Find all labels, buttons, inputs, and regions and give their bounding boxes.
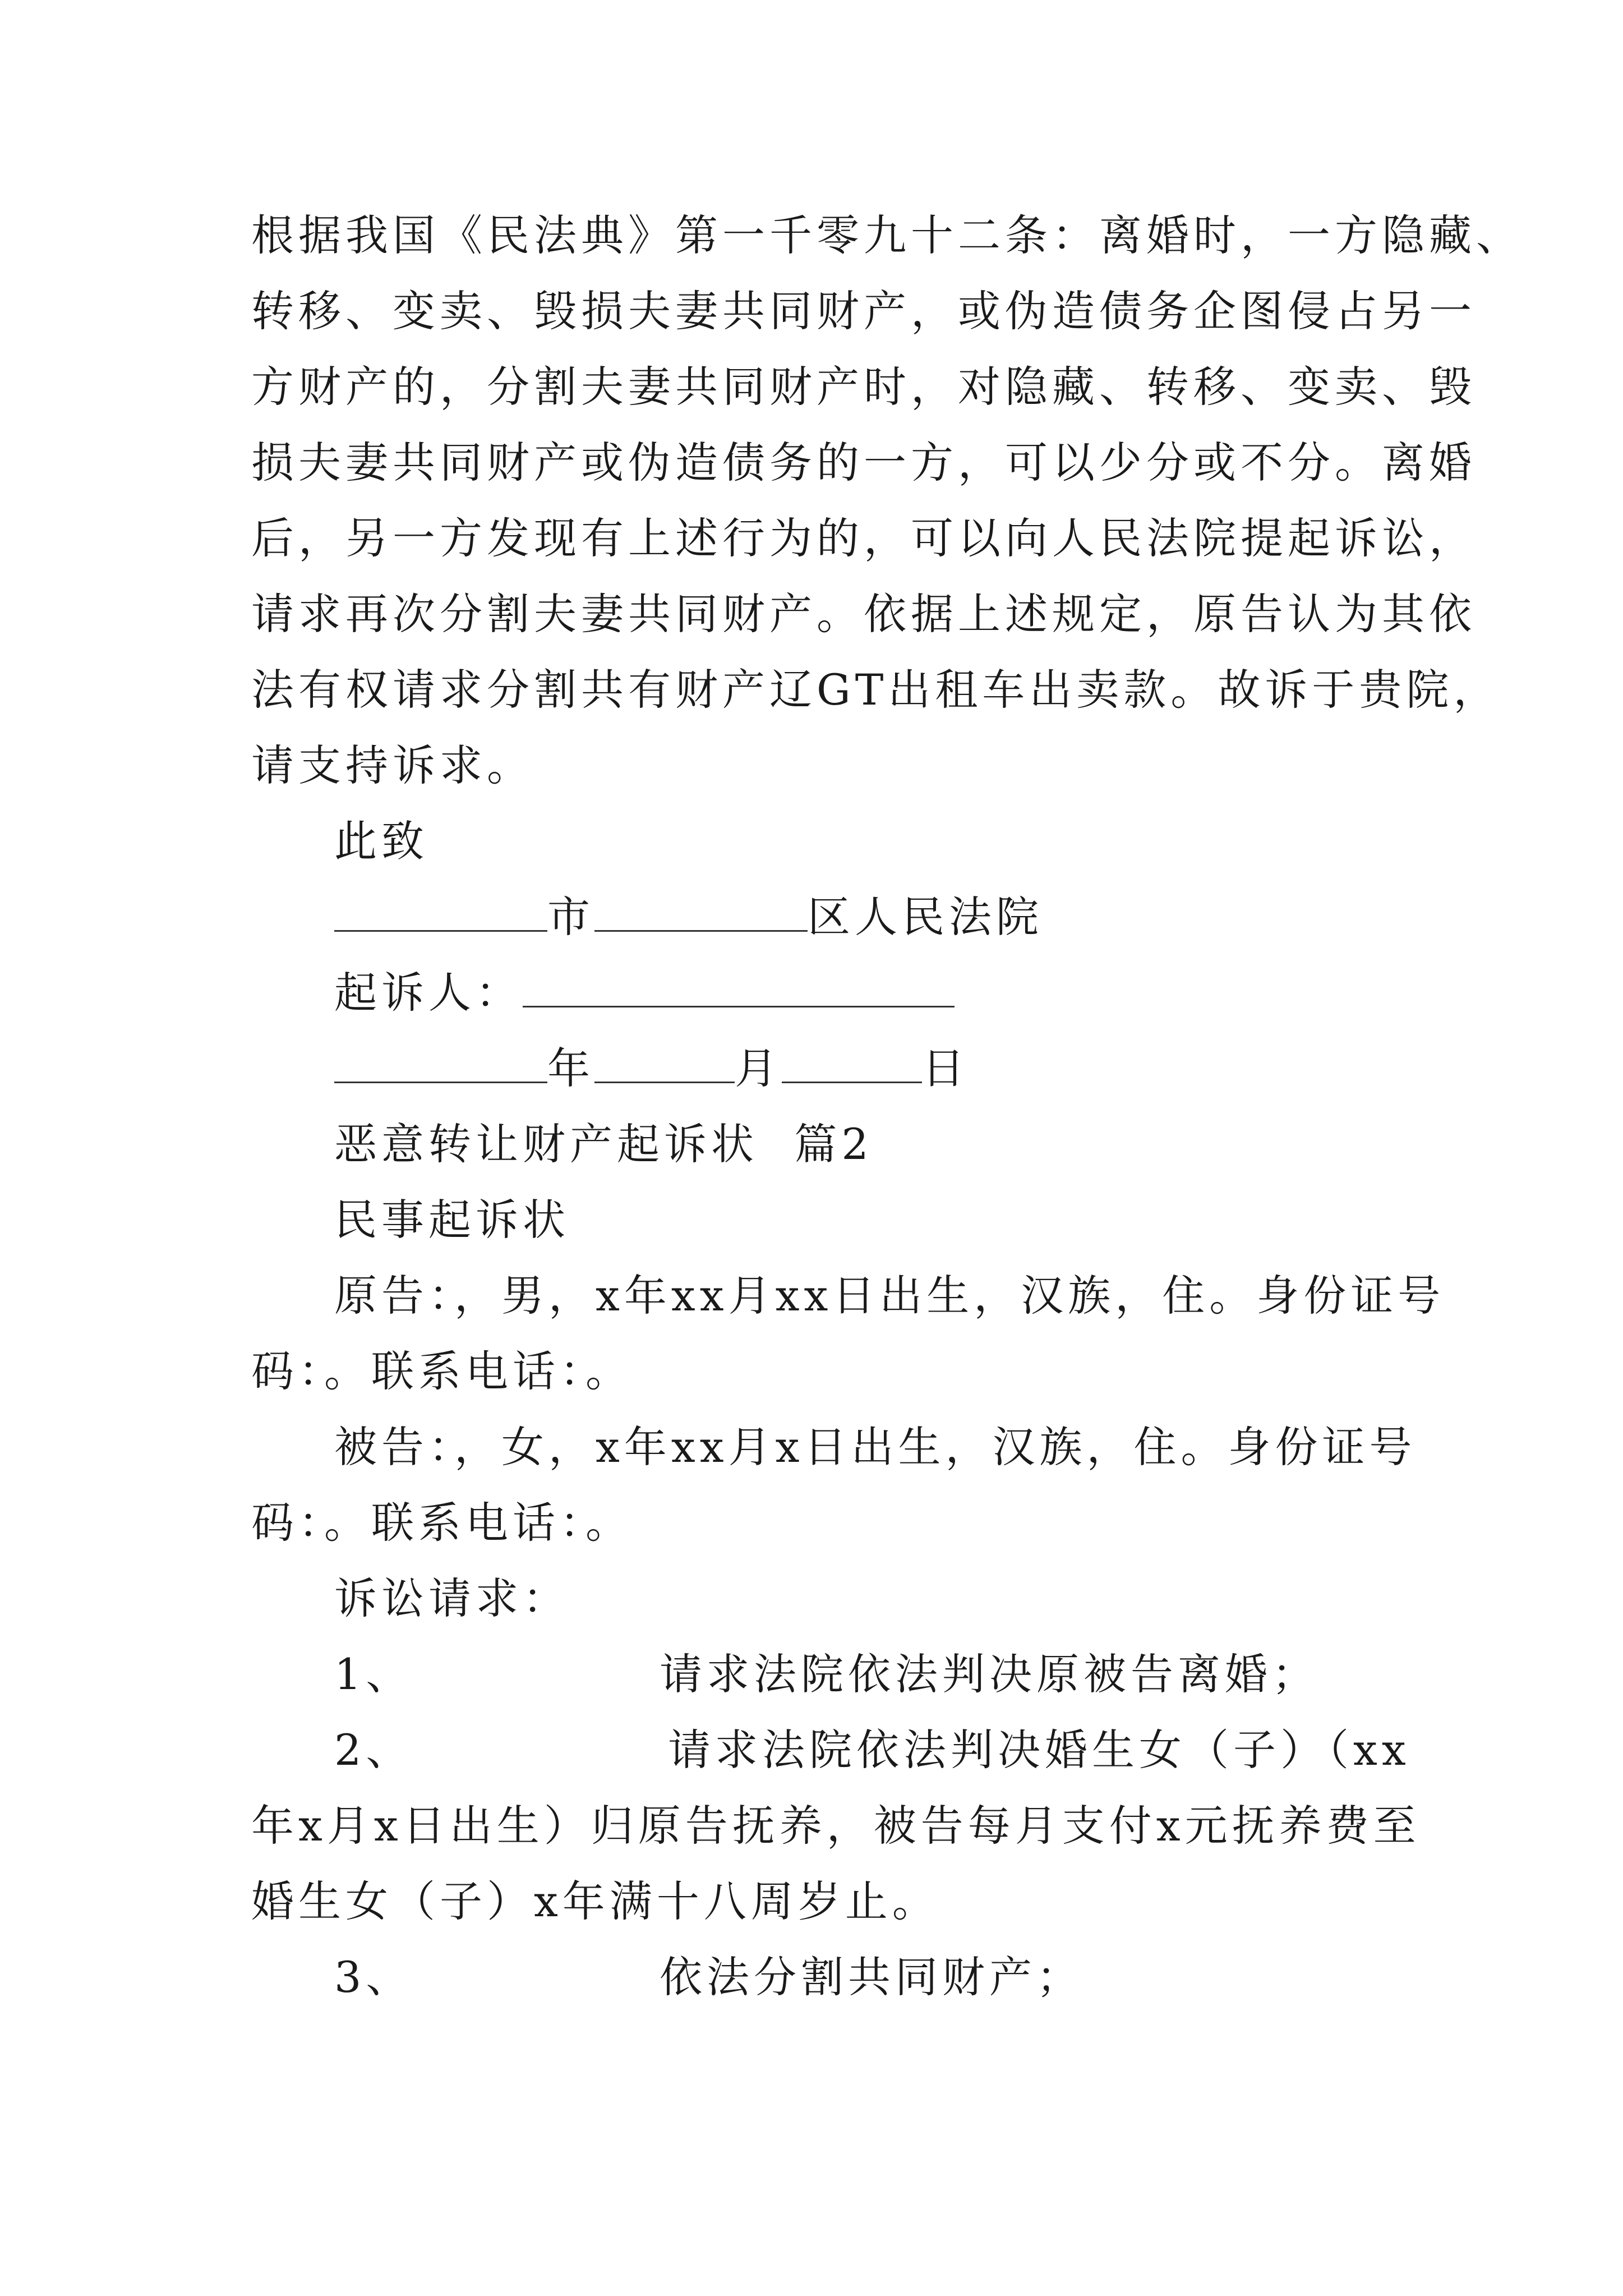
salutation: 此致: [334, 816, 428, 866]
defendant-info-line-2: 码：。联系电话：。: [251, 1498, 633, 1548]
intro-line-7: 法有权请求分割共有财产辽GT出租车出卖款。故诉于贵院，: [251, 665, 1501, 715]
doc-title: 民事起诉状: [334, 1195, 570, 1245]
intro-line-8: 请支持诉求。: [251, 740, 534, 790]
court-line: [334, 889, 1043, 945]
intro-line-2: 转移、变卖、毁损夫妻共同财产，或伪造债务企图侵占另一: [251, 286, 1476, 336]
claim-2: [334, 1722, 1410, 1778]
district-blank: [594, 891, 808, 932]
city-blank: [334, 891, 547, 932]
claim-2-continuation-2: 婚生女（子）x年满十八周岁止。: [251, 1876, 939, 1926]
claims-label: 诉讼请求：: [334, 1573, 570, 1623]
plaintiff-signature-line: [334, 965, 955, 1021]
year-blank: [334, 1042, 547, 1083]
intro-line-1: 根据我国《民法典》第一千零九十二条：离婚时，一方隐藏、: [251, 210, 1523, 260]
section-heading: 恶意转让财产起诉状 篇2: [334, 1119, 873, 1169]
city-label: 市: [547, 892, 594, 942]
intro-line-3: 方财产的，分割夫妻共同财产时，对隐藏、转移、变卖、毁: [251, 362, 1476, 412]
claim-3: [334, 1949, 1083, 2005]
claim-2-number: 2、: [334, 1725, 413, 1775]
claim-2-continuation-1: 年x月x日出生）归原告抚养，被告每月支付x元抚养费至: [251, 1801, 1421, 1851]
court-label: 区人民法院: [808, 892, 1043, 942]
claim-3-text: 依法分割共同财产；: [660, 1952, 1083, 2002]
claim-1: [334, 1646, 1319, 1703]
plaintiff-blank: [523, 967, 955, 1007]
claim-1-text: 请求法院依法判决原被告离婚；: [660, 1649, 1319, 1699]
plaintiff-label: 起诉人：: [334, 968, 523, 1018]
month-blank: [594, 1042, 735, 1083]
claim-3-number: 3、: [334, 1952, 413, 2002]
day-label: 日: [922, 1043, 969, 1093]
intro-line-4: 损夫妻共同财产或伪造债务的一方，可以少分或不分。离婚: [251, 438, 1476, 487]
year-label: 年: [547, 1043, 594, 1093]
claim-2-text: 请求法院依法判决婚生女（子）（xx: [668, 1725, 1410, 1775]
date-line: [334, 1041, 969, 1097]
plaintiff-info-line-2: 码：。联系电话：。: [251, 1346, 633, 1396]
plaintiff-info-line-1: 原告：，男，x年xx月xx日出生，汉族，住。身份证号: [334, 1271, 1445, 1320]
intro-line-6: 请求再次分割夫妻共同财产。依据上述规定，原告认为其依: [251, 589, 1476, 639]
intro-line-5: 后，另一方发现有上述行为的，可以向人民法院提起诉讼，: [251, 513, 1476, 563]
day-blank: [782, 1042, 922, 1083]
defendant-info-line-1: 被告：，女，x年xx月x日出生，汉族，住。身份证号: [334, 1422, 1417, 1472]
claim-1-number: 1、: [334, 1649, 413, 1699]
month-label: 月: [735, 1043, 782, 1093]
